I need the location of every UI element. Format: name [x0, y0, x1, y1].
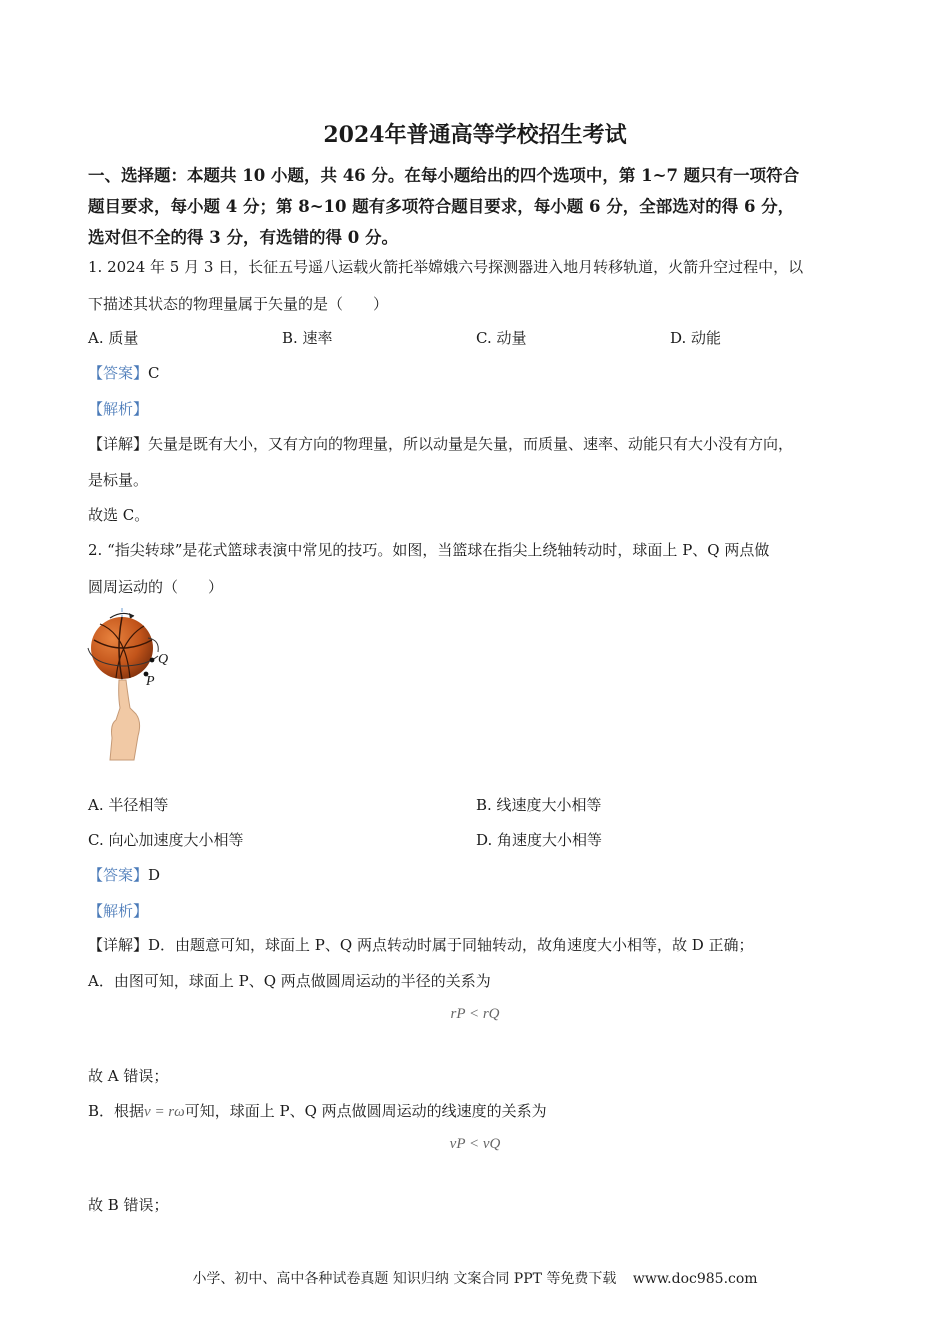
- q1-stem-line1: 1. 2024 年 5 月 3 日，长征五号遥八运载火箭托举嫦娥六号探测器进入地月转移轨道，火箭升空过程中，以: [88, 258, 804, 276]
- q2-analysis: [88, 900, 148, 921]
- q2-stem-line1: 2. “指尖转球”是花式篮球表演中常见的技巧。如图，当篮球在指尖上绕轴转动时，球面上 P、Q 两点做: [88, 541, 770, 559]
- q2-detail-b: [88, 1100, 547, 1121]
- footer-text: 小学、初中、高中各种试卷真题 知识归纳 文案合同 PPT 等免费下载: [192, 1271, 617, 1287]
- q2-answer: [88, 864, 160, 885]
- q2-conclusion-a: 故 A 错误；: [88, 1067, 169, 1085]
- detail-text: 矢量是既有大小，又有方向的物理量，所以动量是矢量，而质量、速率、动能只有大小没有方向，: [148, 435, 794, 453]
- q1-option-b: B. 速率: [282, 329, 333, 347]
- detail-text: D．由题意可知，球面上 P、Q 两点转动时属于同轴转动，故角速度大小相等，故 D 正确；: [148, 936, 754, 954]
- q2-option-b: B. 线速度大小相等: [476, 796, 602, 814]
- q1-option-d: D. 动能: [670, 329, 722, 347]
- basketball-spin-illustration: [86, 604, 186, 764]
- section-heading-line2: 题目要求，每小题 4 分；第 8~10 题有多项符合题目要求，每小题 6 分，全部选对的得 6 分，: [88, 197, 795, 216]
- q1-answer: [88, 362, 160, 383]
- q1-detail-line2: 是标量。: [88, 471, 149, 489]
- detail-tag: 【详解】: [88, 936, 149, 954]
- page-title: 2024年普通高等学校招生考试: [323, 122, 627, 148]
- q2-stem-line2: 圆周运动的（ ）: [88, 578, 224, 596]
- page-footer: [0, 1268, 950, 1288]
- q1-option-c: C. 动量: [476, 329, 527, 347]
- point-p-label: P: [146, 674, 155, 689]
- q1-conclusion: 故选 C。: [88, 506, 150, 524]
- q2-detail-a: A．由图可知，球面上 P、Q 两点做圆周运动的半径的关系为: [88, 972, 491, 990]
- basketball-figure: [86, 604, 186, 764]
- answer-value: D: [148, 866, 161, 884]
- q2-option-d: D. 角速度大小相等: [476, 831, 603, 849]
- detail-tag: 【详解】: [88, 435, 149, 453]
- point-q-label: Q: [158, 652, 169, 667]
- answer-tag: 【答案】: [88, 866, 149, 884]
- q1-detail-line1: [88, 433, 793, 454]
- detail-b-suffix: 可知，球面上 P、Q 两点做圆周运动的线速度的关系为: [184, 1102, 547, 1120]
- answer-value: C: [148, 364, 160, 382]
- section-heading-line1: 一、选择题：本题共 10 小题，共 46 分。在每小题给出的四个选项中，第 1~7 题只有一项符合: [88, 166, 800, 185]
- q2-detail-d: [88, 934, 754, 955]
- q2-option-c: C. 向心加速度大小相等: [88, 831, 244, 849]
- equation-velocity: vP < vQ: [449, 1136, 501, 1152]
- equation-radius: rP < rQ: [450, 1006, 500, 1022]
- detail-b-prefix: B．根据: [88, 1102, 145, 1120]
- q1-option-a: A. 质量: [88, 329, 139, 347]
- analysis-tag: 【解析】: [88, 902, 149, 920]
- q2-option-a: A. 半径相等: [88, 796, 169, 814]
- section-heading-line3: 选对但不全的得 3 分，有选错的得 0 分。: [88, 228, 398, 247]
- formula-v-r-omega: v = rω: [144, 1104, 185, 1120]
- analysis-tag: 【解析】: [88, 400, 149, 418]
- q1-analysis: [88, 398, 148, 419]
- q1-stem-line2: 下描述其状态的物理量属于矢量的是（ ）: [88, 295, 389, 313]
- q2-conclusion-b: 故 B 错误；: [88, 1196, 169, 1214]
- answer-tag: 【答案】: [88, 364, 149, 382]
- footer-url[interactable]: www.doc985.com: [632, 1271, 758, 1287]
